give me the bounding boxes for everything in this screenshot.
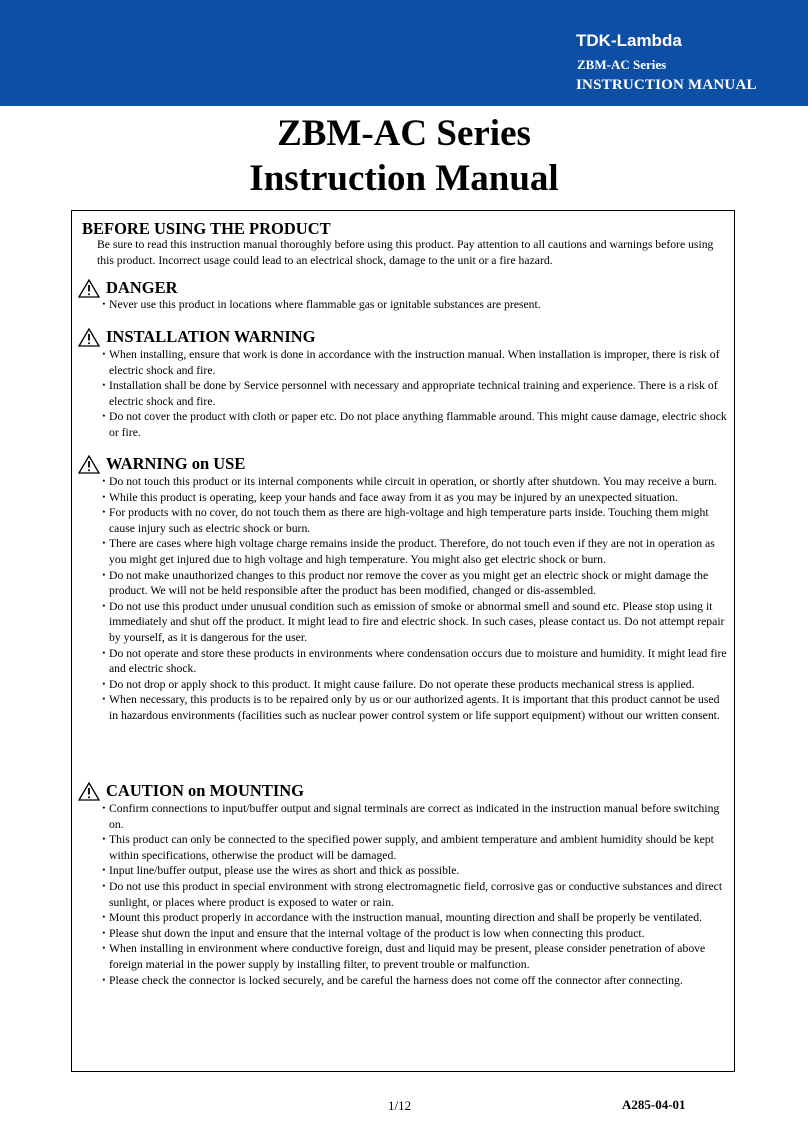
- section-title: INSTALLATION WARNING: [106, 327, 316, 346]
- section-title: CAUTION on MOUNTING: [106, 781, 305, 800]
- series-name: ZBM-AC Series: [577, 57, 667, 72]
- list-item: ・ Do not cover the product with cloth or paper etc. Do not place anything flammable around. This might cause damage, electric shock or fire.: [98, 410, 727, 439]
- warning-on-use-list: [97, 474, 729, 724]
- list-item: ・ Never use this product in locations where flammable gas or ignitable substances are present.: [98, 298, 541, 311]
- list-item: ・ When necessary, this products is to be repaired only by us or our authorized agents. It is important that this product cannot be used in hazardous environments (facilities such as nuclear power control system or life support equipment) without our written consent.: [98, 693, 720, 722]
- list-item: ・ There are cases where high voltage charge remains inside the product. Therefore, do not touch even if they are not in operation as you might get injured due to high voltage and high temperature. You might also get electric shock or burn.: [98, 537, 715, 566]
- list-item: ・ When installing in environment where conductive foreign, dust and liquid may be present, please consider penetration of above foreign material in the power supply by installing filter, to prevent trouble or malfunction.: [98, 942, 706, 971]
- list-item: ・ Confirm connections to input/buffer output and signal terminals are correct as indicated in the instruction manual before switching on.: [98, 802, 720, 831]
- intro-text: Be sure to read this instruction manual thoroughly before using this product. Pay attention to all cautions and warnings before using this product. Incorrect usage could lead to an electrical shock, damage to the unit or a fire hazard.: [97, 238, 714, 267]
- section-title: WARNING on USE: [106, 454, 246, 473]
- document-code: A285-04-01: [622, 1097, 686, 1112]
- manual-label: INSTRUCTION MANUAL: [576, 77, 757, 93]
- section-title: DANGER: [106, 278, 178, 297]
- list-item: ・ Please check the connector is locked securely, and be careful the harness does not come off the connector after connecting.: [98, 973, 683, 987]
- list-item: ・ Do not operate and store these products in environments where condensation occurs due to moisture and humidity. It might lead fire and electric shock.: [98, 646, 727, 676]
- list-item: ・ Do not make unauthorized changes to this product nor remove the cover as you might get an electric shock or might damage the product. We will not be held responsible after the product has been modified, changed or dis-assembled.: [98, 568, 709, 598]
- list-item: ・ Do not use this product in special environment with strong electromagnetic field, corrosive gas or conductive substances and direct sunlight, or places where product is exposed to water or rain.: [98, 879, 723, 909]
- brand-name: TDK-Lambda: [576, 31, 682, 50]
- list-item: ・ Do not use this product under unusual condition such as emission of smoke or abnormal smell and sound etc. Please stop using it immediately and shut off the product. It might lead to fire and electric shock. In such cases, please contact us. Do not attempt repair by yourself, as it is dangerous for the user.: [98, 599, 725, 644]
- page-number: 1/12: [388, 1098, 412, 1113]
- list-item: ・ Installation shall be done by Service personnel with necessary and appropriate technical training and experience. There is a risk of electric shock and fire.: [98, 379, 718, 408]
- warning-triangle-icon: [78, 328, 100, 347]
- list-item: ・ For products with no cover, do not touch them as there are high-voltage and high temperature parts inside. Touching them might cause injury such as electric shock or burn.: [98, 506, 709, 535]
- list-item: ・ Mount this product properly in accordance with the instruction manual, mounting direction and shall be properly be ventilated.: [98, 911, 702, 925]
- list-item: ・ Input line/buffer output, please use the wires as short and thick as possible.: [98, 864, 460, 878]
- list-item: ・ Please shut down the input and ensure that the internal voltage of the product is low when connecting this product.: [98, 926, 645, 940]
- list-item: ・ This product can only be connected to the specified power supply, and ambient temperature and ambient humidity should be kept within specifications, otherwise the product will be damaged.: [98, 833, 714, 862]
- list-item: ・ Do not drop or apply shock to this product. It might cause failure. Do not operate these products mechanical stress is applied.: [98, 677, 695, 691]
- page-title: ZBM-AC Series: [277, 113, 531, 154]
- warning-triangle-icon: [78, 782, 100, 801]
- list-item: ・ While this product is operating, keep your hands and face away from it as you may be injured by an unexpected situation.: [98, 490, 678, 504]
- list-item: ・ When installing, ensure that work is done in accordance with the instruction manual. When installation is improper, there is risk of electric shock and fire.: [98, 348, 720, 377]
- danger-list: [97, 297, 729, 313]
- page-subtitle: Instruction Manual: [249, 158, 559, 199]
- list-item: ・ Do not touch this product or its internal components while circuit in operation, or shortly after shutdown. You may receive a burn.: [98, 475, 717, 488]
- warning-triangle-icon: [78, 279, 100, 298]
- intro-heading: BEFORE USING THE PRODUCT: [82, 219, 331, 238]
- caution-on-mounting-list: [97, 801, 729, 988]
- installation-warning-list: [97, 347, 729, 441]
- warning-triangle-icon: [78, 455, 100, 474]
